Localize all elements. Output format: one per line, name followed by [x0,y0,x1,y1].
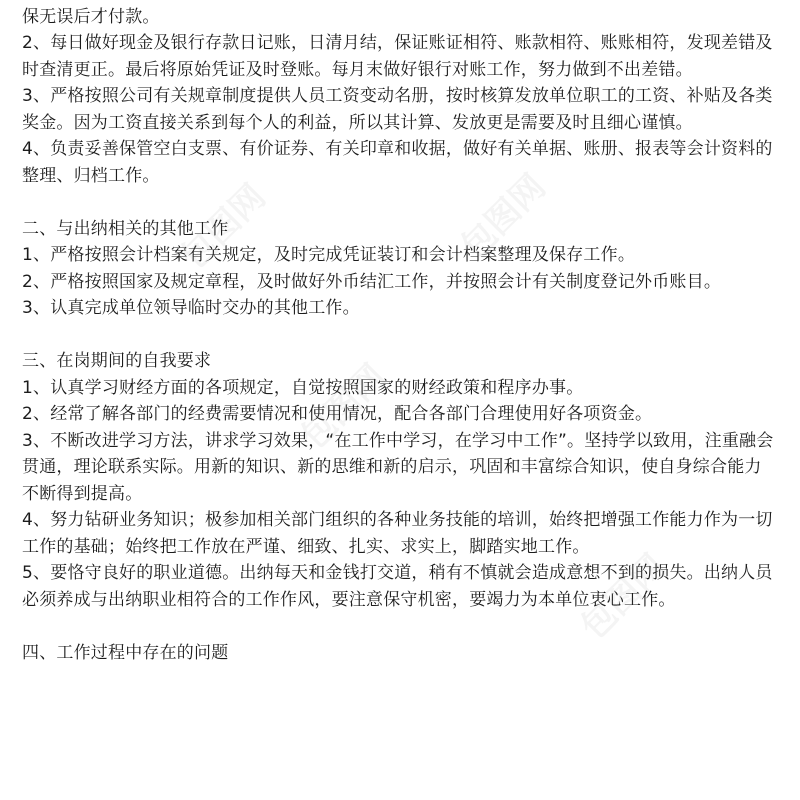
list-item: 4、负责妥善保管空白支票、有价证券、有关印章和收据，做好有关单据、账册、报表等会计资料的整理、归档工作。 [22,139,773,186]
list-item: 3、严格按照公司有关规章制度提供人员工资变动名册，按时核算发放单位职工的工资、补贴及各类奖金。因为工资直接关系到每个人的利益，所以其计算、发放更是需要及时且细心谨慎。 [22,86,773,133]
list-item: 1、认真学习财经方面的各项规定，自觉按照国家的财经政策和程序办事。 [22,377,584,398]
list-item: 4、努力钻研业务知识；极参加相关部门组织的各种业务技能的培训，始终把增强工作能力作为一切工作的基础；始终把工作放在严谨、细致、扎实、求实上，脚踏实地工作。 [22,510,773,557]
section-heading-2: 二、与出纳相关的其他工作 [22,218,229,239]
list-item: 2、严格按照国家及规定章程，及时做好外币结汇工作，并按照会计有关制度登记外币账目。 [22,271,722,292]
paragraph-section1-cont: 保无误后才付款。 [22,6,160,27]
paragraph-gap [22,322,778,349]
section-heading-3: 三、在岗期间的自我要求 [22,351,212,371]
list-item: 2、每日做好现金及银行存款日记账，日清月结，保证账证相符、账款相符、账账相符，发现差错及时查清更正。最后将原始凭证及时登账。每月末做好银行对账工作，努力做到不出差错。 [22,33,773,80]
paragraph-gap [22,613,778,640]
list-item: 5、要恪守良好的职业道德。出纳每天和金钱打交道，稍有不慎就会造成意想不到的损失。出纳人员必须养成与出纳职业相符合的工作作风，要注意保守机密，要竭力为本单位衷心工作。 [22,563,773,610]
list-item: 3、不断改进学习方法，讲求学习效果，“在工作中学习，在学习中工作”。坚持学以致用，注重融会贯通，理论联系实际。用新的知识、新的思维和新的启示，巩固和丰富综合知识，使自身综合能力不断得到提高。 [22,430,774,504]
list-item: 2、经常了解各部门的经费需要情况和使用情况，配合各部门合理使用好各项资金。 [22,404,653,424]
list-item: 1、严格按照会计档案有关规定，及时完成凭证装订和会计档案整理及保存工作。 [22,245,636,265]
paragraph-gap [22,189,778,216]
section-heading-4: 四、工作过程中存在的问题 [22,642,229,663]
watermark-text: 包图网 [293,356,394,458]
watermark-text: 包图网 [453,166,554,268]
watermark-text: 包图网 [573,546,674,648]
watermark-text: 包图网 [173,176,274,278]
list-item: 3、认真完成单位领导临时交办的其他工作。 [22,298,360,318]
